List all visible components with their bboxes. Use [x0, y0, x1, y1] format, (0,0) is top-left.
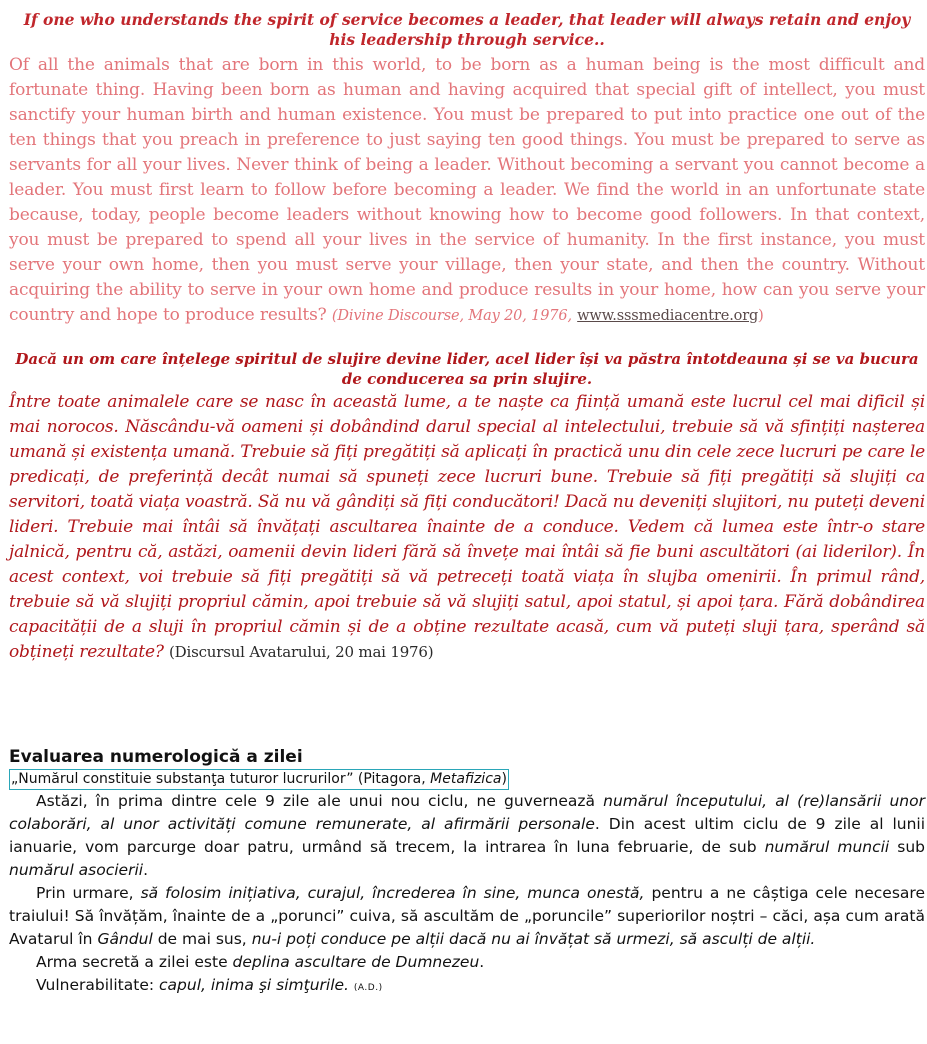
numerology-title: Evaluarea numerologică a zilei	[9, 747, 303, 767]
p1-emphasis-f: numărul asocierii	[9, 861, 144, 879]
p4-text-a: Vulnerabilitate:	[36, 976, 155, 994]
romanian-title: Dacă un om care înțelege spiritul de slujire devine lider, acel lider își va păstra întotdeauna și se va bucura de conducerea sa prin slujire.	[15, 350, 919, 388]
p1-emphasis-b: numărul începutului, al (re)lansării unor colaborări, al unor activități comune remunerate, al afirmării personale	[9, 792, 925, 833]
p3-text-a: Arma secretă a zilei este	[36, 953, 228, 971]
english-body	[9, 53, 925, 329]
pythagoras-quote-box	[9, 769, 509, 790]
numerology-section	[9, 746, 925, 1000]
romanian-body	[9, 390, 925, 665]
numerology-paragraph-2	[9, 882, 925, 951]
english-citation: (Divine Discourse, May 20, 1976,	[331, 308, 572, 324]
romanian-body-text: Între toate animalele care se nasc în această lume, a te naște ca ființă umană este lucrul cel mai dificil și mai norocos. Născându-vă oameni și dobândind darul special al intelectului, trebuie să vă sfințiți nașterea umană și existența umană. Trebuie să fiți pregătiți să aplicați în practică unu din cele zece lucruri pe care le predicați, de preferință decât numai să spuneți zece lucruri bune. Trebuie să fiți pregătiți să slujiți ca servitori, toată viața voastră. Să nu vă gândiți să fiți conducători! Dacă nu deveniți slujitori, nu puteți deveni lideri. Trebuie mai întâi să învățați ascultarea înainte de a conduce. Vedem că lumea este într-o stare jalnică, pentru că, astăzi, oamenii devin lideri fără să învețe mai întâi să fie buni ascultători (ai liderilor). În acest context, voi trebuie să fiți pregătiți să vă petreceți toată viața în slujba omenirii. În primul rând, trebuie să vă slujiți propriul cămin, apoi trebuie să vă slujiți satul, apoi statul, și apoi țara. Fără dobândirea capacității de a sluji în propriul cămin și de a obține rezultate acasă, cum vă puteți sluji țara, sperând să obțineți rezultate?	[9, 392, 925, 662]
p1-text-c: . Din acest ultim ciclu de 9 zile al lunii ianuarie, vom parcurge doar patru, urmând să trecem, la intrarea în luna februarie, de sub	[9, 815, 926, 856]
p2-emphasis-d: Gândul	[97, 930, 153, 948]
quote-source: Metafizica	[430, 771, 502, 787]
author-signature: (A.D.)	[353, 983, 383, 993]
sssmediacentre-link[interactable]: www.sssmediacentre.org	[577, 308, 759, 324]
p1-text-e: sub	[897, 838, 926, 856]
document-page	[9, 10, 925, 665]
p2-emphasis-b: să folosim inițiativa, curajul, încrederea în sine, munca onestă,	[140, 884, 645, 902]
numerology-paragraph-3	[9, 951, 925, 974]
p4-emphasis-b: capul, inima şi simţurile.	[159, 976, 349, 994]
p2-text-e: de mai sus,	[157, 930, 247, 948]
english-citation-end: )	[758, 308, 764, 324]
p2-emphasis-f: nu-i poți conduce pe alții dacă nu ai învățat să urmezi, să asculți de alții.	[251, 930, 816, 948]
p3-emphasis-b: deplina ascultare de Dumnezeu	[232, 953, 480, 971]
romanian-citation: (Discursul Avatarului, 20 mai 1976)	[169, 643, 434, 661]
english-title: If one who understands the spirit of service becomes a leader, that leader will always retain and enjoy his leadership through service..	[23, 10, 911, 49]
numerology-paragraph-4	[9, 974, 925, 1000]
p1-text-g: .	[143, 861, 149, 879]
english-body-text: Of all the animals that are born in this world, to be born as a human being is the most difficult and fortunate thing. Having been born as human and having acquired that special gift of intellect, you must sanctify your human birth and human existence. You must be prepared to put into practice one out of the ten things that you preach in preference to just saying ten good things. You must be prepared to serve as servants for all your lives. Never think of being a leader. Without becoming a servant you cannot become a leader. You must first learn to follow before becoming a leader. We find the world in an unfortunate state because, today, people become leaders without knowing how to become good followers. In that context, you must be prepared to spend all your lives in the service of humanity. In the first instance, you must serve your own home, then you must serve your village, then your state, and then the country. Without acquiring the ability to serve in your own home and produce results in your home, how can you serve your country and hope to produce results?	[9, 55, 925, 325]
p2-text-a: Prin urmare,	[36, 884, 134, 902]
quote-end: )	[501, 771, 507, 787]
p2-text-c: pentru a ne câștiga cele necesare traiului! Să învățăm, înainte de a „porunci” cuiva, să ascultăm de „poruncile” superiorilor noștri – căci, așa cum arată Avatarul în	[9, 884, 925, 948]
numerology-paragraph-1	[9, 790, 925, 882]
p1-text-a: Astăzi, în prima dintre cele 9 zile ale unui nou ciclu, ne guvernează	[36, 792, 595, 810]
p3-text-c: .	[479, 953, 485, 971]
quote-text: „Numărul constituie substanţa tuturor lucrurilor” (Pitagora,	[11, 771, 426, 787]
p1-emphasis-d: numărul muncii	[764, 838, 890, 856]
